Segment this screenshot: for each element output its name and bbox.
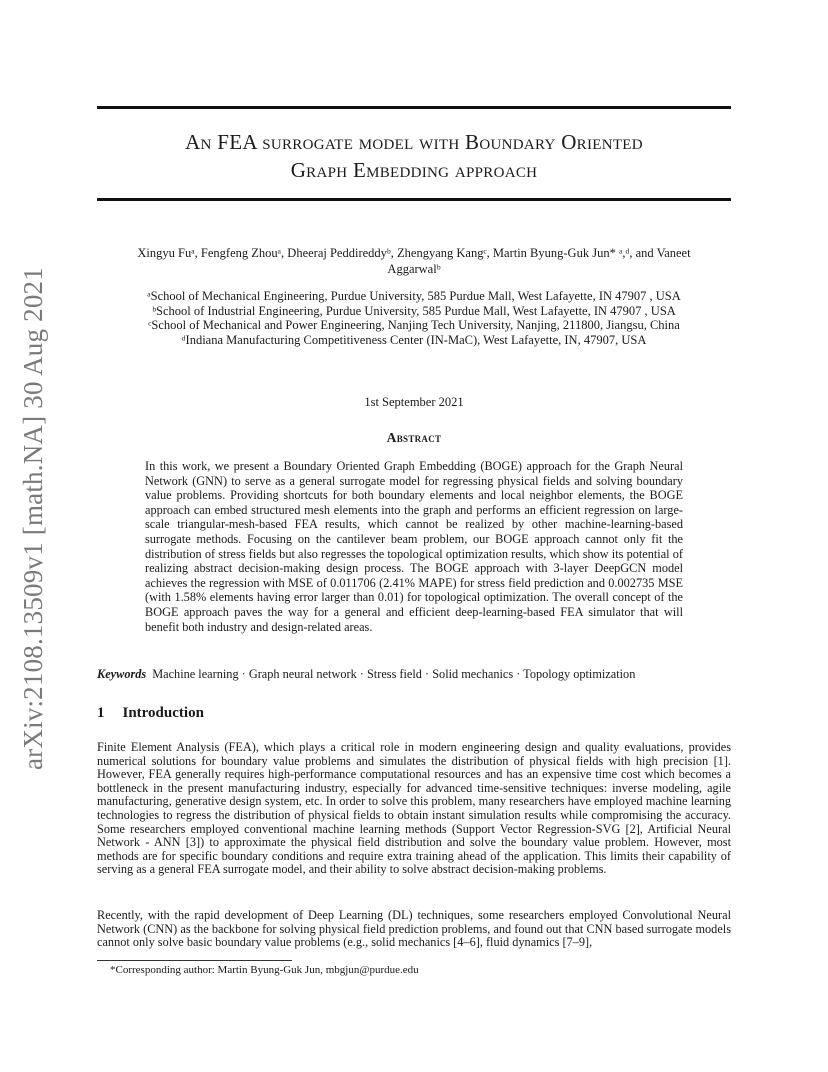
intro-paragraph-1: Finite Element Analysis (FEA), which plays a critical role in modern engineering design and quality evaluations, provides numerical solutions for boundary value problems and simulates the distribution of physical fields with high precision [1]. However, FEA generally requires high-performance computational resources and has an expensive time cost which becomes a bottleneck in the present manufacturing industry, especially for advanced time-sensitive techniques: inverse modeling, agile manufacturing, generative design system, etc. In order to solve this problem, many researchers have employed machine learning technologies to regress the distribution of physical fields to obtain instant simulation results while compromising the accuracy. Some researchers employed conventional machine learning methods (Support Vector Regression-SVG [2], Artificial Neural Network - ANN [3]) to approximate the physical field distribution and solve the boundary value problem. However, most methods are for specific boundary conditions and require extra training ahead of the application. This limits their capability of serving as a general FEA surrogate model, and their ability to solve abstract decision-making problems. (97, 740, 731, 877)
publication-date: 1st September 2021 (364, 395, 464, 409)
affiliation-list (97, 289, 731, 347)
keywords-label: Keywords (97, 667, 147, 681)
section-title: Introduction (122, 705, 204, 721)
footnote-rule (97, 960, 292, 961)
affiliation-a: ᵃSchool of Mechanical Engineering, Purdue University, 585 Purdue Mall, West Lafayette, IN 47907 , USA (147, 289, 681, 303)
affiliation-d: ᵈIndiana Manufacturing Competitiveness Center (IN-MaC), West Lafayette, IN, 47907, USA (181, 332, 647, 347)
section-heading-introduction (97, 705, 204, 722)
affiliation-c: ᶜSchool of Mechanical and Power Engineering, Nanjing Tech University, Nanjing, 211800, Jiangsu, China (148, 318, 680, 333)
author-list (97, 245, 731, 277)
keywords-line (97, 667, 731, 682)
paper-title (97, 128, 731, 184)
intro-paragraph-2: Recently, with the rapid development of Deep Learning (DL) techniques, some researchers employed Convolutional Neural Network (CNN) as the backbone for solving physical field prediction problems, and found out that CNN based surrogate models cannot only solve basic boundary value problems (e.g., solid mechanics [4–6], fluid dynamics [7–9], (97, 908, 731, 950)
title-top-rule (97, 106, 731, 109)
corresponding-author-footnote: *Corresponding author: Martin Byung-Guk Jun, mbgjun@purdue.edu (110, 964, 419, 976)
title-bottom-rule (97, 198, 731, 201)
section-number: 1 (97, 705, 105, 721)
title-line-1: An FEA surrogate model with Boundary Oriented (185, 130, 643, 154)
title-line-2: Graph Embedding approach (290, 158, 538, 182)
author-line-2: Aggarwalᵇ (387, 262, 441, 276)
abstract-heading: Abstract (386, 430, 442, 445)
affiliation-b: ᵇSchool of Industrial Engineering, Purdue University, 585 Purdue Mall, West Lafayette, IN 47907 , USA (152, 303, 676, 318)
keywords-text: Machine learning · Graph neural network · Stress field · Solid mechanics · Topology optimization (152, 667, 636, 681)
abstract-body: In this work, we present a Boundary Oriented Graph Embedding (BOGE) approach for the Graph Neural Network (GNN) to serve as a general surrogate model for regressing physical fields and solving boundary value problems. Providing shortcuts for both boundary elements and local neighbor elements, the BOGE approach can embed structured mesh elements into the graph and performs an efficient regression on large-scale triangular-mesh-based FEA results, which cannot be realized by other machine-learning-based surrogate methods. Focusing on the cantilever beam problem, our BOGE approach cannot only fit the distribution of stress fields but also regresses the topological optimization results, which show its potential of realizing abstract decision-making design process. The BOGE approach with 3-layer DeepGCN model achieves the regression with MSE of 0.011706 (2.41% MAPE) for stress field prediction and 0.002735 MSE (with 1.58% elements having error larger than 0.01) for topological optimization. The overall concept of the BOGE approach paves the way for a general and efficient deep-learning-based FEA simulator that will benefit both industry and design-related areas. (145, 459, 683, 634)
author-line-1: Xingyu Fuᵃ, Fengfeng Zhouᵃ, Dheeraj Peddireddyᵇ, Zhengyang Kangᶜ, Martin Byung-Guk Jun* ᵃ,ᵈ, and Vaneet (137, 246, 691, 260)
arxiv-identifier-stamp: arXiv:2108.13509v1 [math.NA] 30 Aug 2021 (18, 267, 48, 770)
